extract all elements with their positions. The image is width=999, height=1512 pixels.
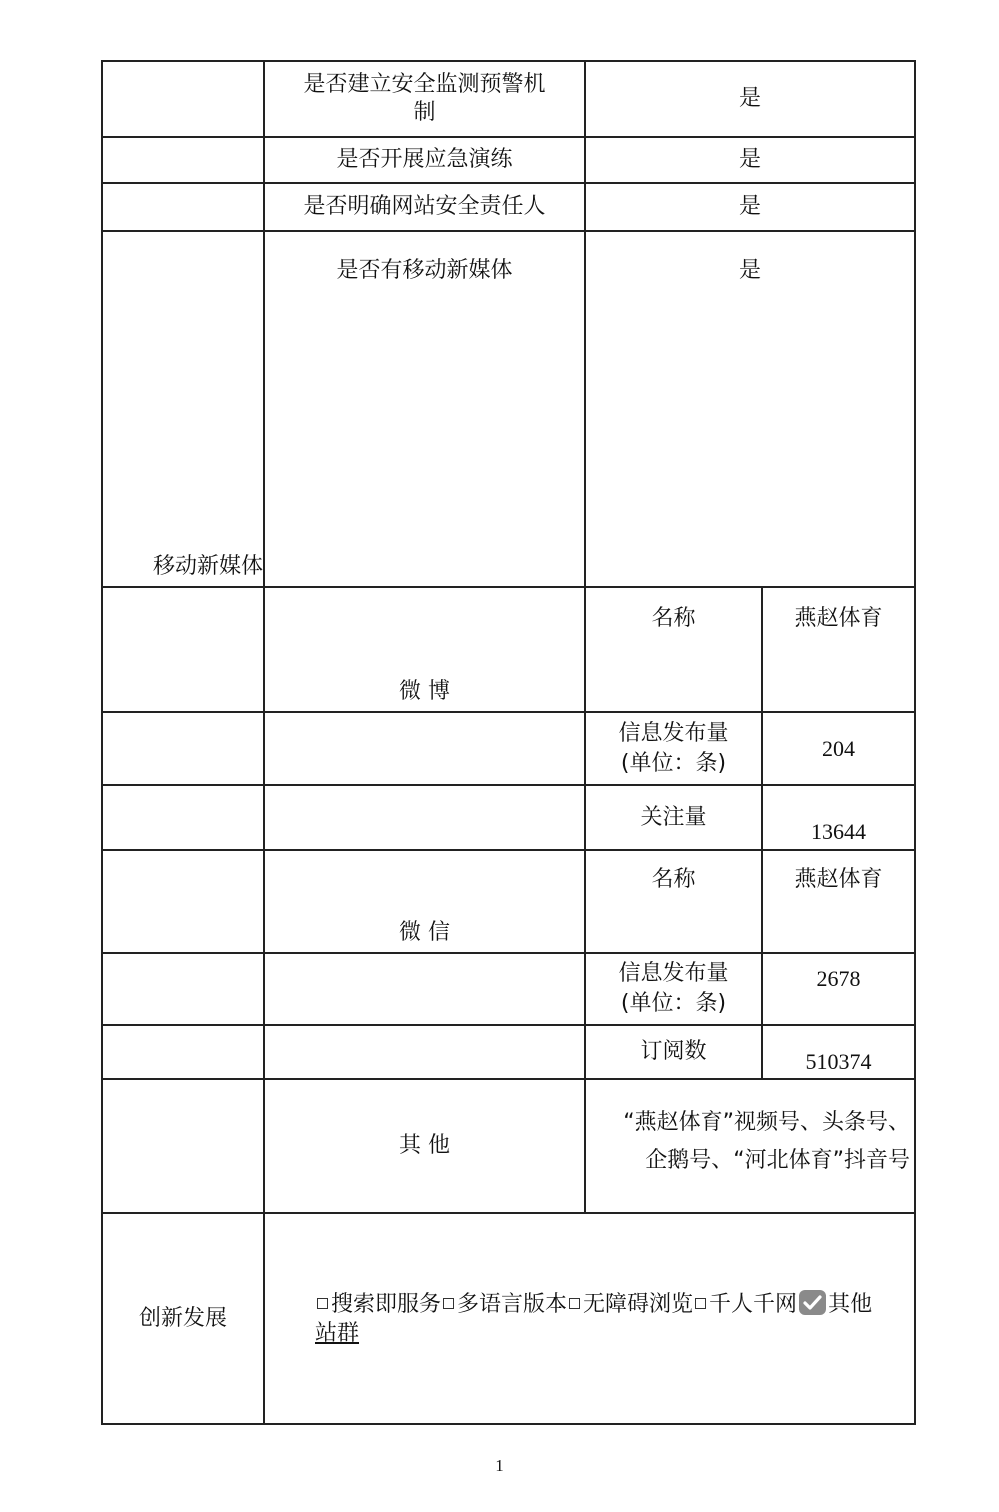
wechat-label: 微 信	[264, 850, 585, 953]
weibo-posts-value: 204	[762, 712, 915, 785]
option-checkbox[interactable]	[569, 1298, 580, 1309]
table-row	[102, 1213, 915, 1424]
option-label: 千人千网	[709, 1291, 798, 1317]
weibo-label: 微 博	[264, 587, 585, 712]
table-row	[102, 850, 915, 953]
option-label: 多语言版本	[457, 1291, 568, 1317]
table-row	[102, 231, 915, 587]
other-label: 其 他	[264, 1079, 585, 1213]
mobile-media-label: 是否有移动新媒体	[264, 231, 585, 587]
option-checkbox[interactable]	[695, 1298, 706, 1309]
security-person-label: 是否明确网站安全责任人	[264, 183, 585, 231]
checkmark-icon	[802, 1293, 823, 1312]
table-row	[102, 183, 915, 231]
table-row	[102, 587, 915, 712]
option-label: 其他	[828, 1291, 873, 1317]
weibo-name-label: 名称	[585, 587, 762, 712]
option-checkbox[interactable]	[317, 1298, 328, 1309]
mobile-media-section-label: 移动新媒体	[102, 231, 264, 587]
wechat-name-value: 燕赵体育	[762, 850, 915, 953]
wechat-name-label: 名称	[585, 850, 762, 953]
wechat-subs-label: 订阅数	[585, 1025, 762, 1079]
other-value: “燕赵体育”视频号、头条号、 企鹅号、“河北体育”抖音号	[585, 1079, 915, 1213]
weibo-followers-value: 13644	[762, 785, 915, 850]
weibo-followers-label: 关注量	[585, 785, 762, 850]
table-row	[102, 712, 915, 785]
security-warning-value: 是	[585, 61, 915, 137]
innovation-label: 创新发展	[102, 1213, 264, 1424]
checked-checkbox-icon[interactable]	[799, 1290, 826, 1315]
table-row	[102, 785, 915, 850]
security-warning-label: 是否建立安全监测预警机制	[264, 61, 585, 137]
option-checkbox[interactable]	[443, 1298, 454, 1309]
table-row	[102, 137, 915, 183]
wechat-posts-value: 2678	[762, 953, 915, 1025]
page-number: 1	[495, 1456, 504, 1475]
weibo-posts-label: 信息发布量 (单位：条)	[585, 712, 762, 785]
security-person-value: 是	[585, 183, 915, 231]
table-row	[102, 1079, 915, 1213]
table-row	[102, 61, 915, 137]
mobile-media-value: 是	[585, 231, 915, 587]
other-option-text: 站群	[315, 1320, 360, 1346]
report-table	[101, 60, 916, 1425]
weibo-name-value: 燕赵体育	[762, 587, 915, 712]
wechat-subs-value: 510374	[762, 1025, 915, 1079]
emergency-drill-value: 是	[585, 137, 915, 183]
option-label: 搜索即服务	[331, 1291, 442, 1317]
wechat-posts-label: 信息发布量 (单位：条)	[585, 953, 762, 1025]
option-label: 无障碍浏览	[583, 1291, 694, 1317]
emergency-drill-label: 是否开展应急演练	[264, 137, 585, 183]
table-row	[102, 953, 915, 1025]
table-row	[102, 1025, 915, 1079]
innovation-options	[264, 1213, 915, 1424]
